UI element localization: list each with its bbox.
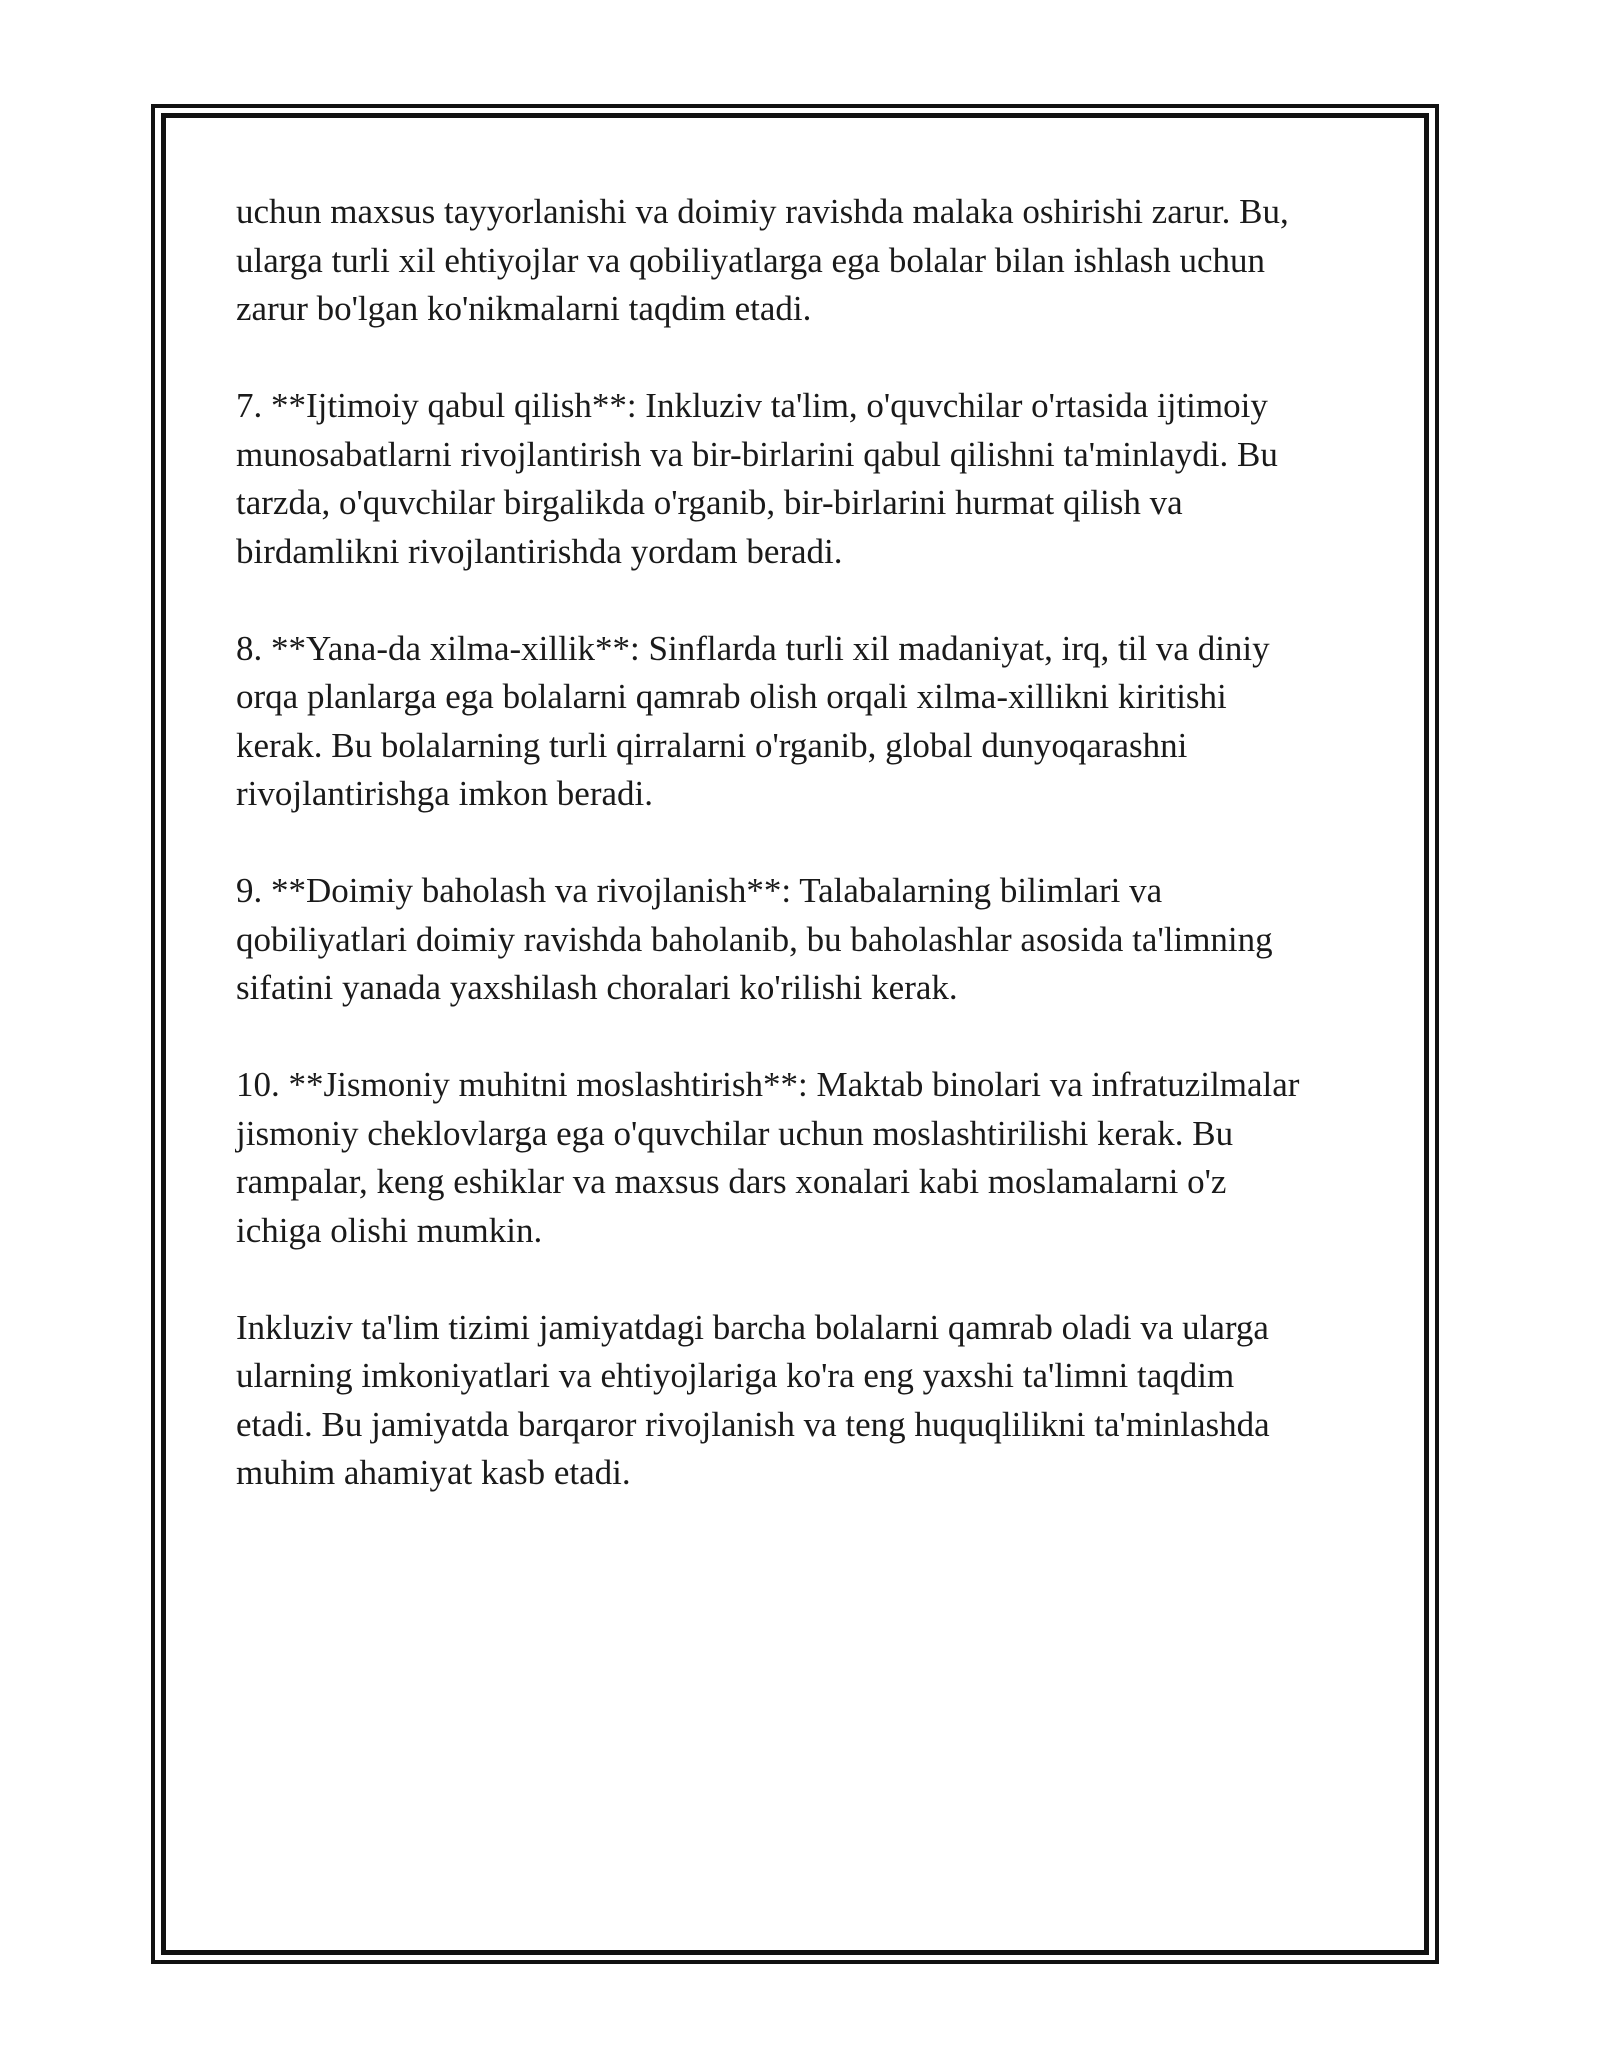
text-line: birdamlikni rivojlantirishda yordam beradi. [236,531,843,571]
text-line: ularga turli xil ehtiyojlar va qobiliyatlarga ega bolalar bilan ishlash uchun [236,240,1265,280]
paragraph-teacher-training [236,188,1366,334]
paragraph-item-9 [236,867,1366,1013]
text-line: rivojlantirishga imkon beradi. [236,774,653,813]
text-line: etadi. Bu jamiyatda barqaror rivojlanish va teng huquqlilikni ta'minlashda [236,1404,1270,1444]
text-line: orqa planlarga ega bolalarni qamrab olish orqali xilma-xillikni kiritishi [236,677,1227,716]
paragraph-item-8 [236,625,1366,819]
text-line: qobiliyatlari doimiy ravishda baholanib, bu baholashlar asosida ta'limning [236,919,1273,959]
text-line: uchun maxsus tayyorlanishi va doimiy ravishda malaka oshirishi zarur. Bu, [236,192,1289,231]
text-line: ichiga olishi mumkin. [236,1210,543,1250]
text-line: munosabatlarni rivojlantirish va bir-birlarini qabul qilishni ta'minlaydi. Bu [236,434,1278,474]
text-line: ularning imkoniyatlari va ehtiyojlariga ko'ra eng yaxshi ta'limni taqdim [236,1356,1235,1395]
text-line: muhim ahamiyat kasb etadi. [236,1453,631,1492]
text-line: jismoniy cheklovlarga ega o'quvchilar uchun moslashtirilishi kerak. Bu [236,1113,1234,1153]
text-line: rampalar, keng eshiklar va maxsus dars xonalari kabi moslamalarni o'z [236,1162,1227,1201]
text-line: Inkluziv ta'lim tizimi jamiyatdagi barcha bolalarni qamrab oladi va ularga [236,1307,1269,1347]
text-line: zarur bo'lgan ko'nikmalarni taqdim etadi. [236,289,812,328]
text-line: sifatini yanada yaxshilash choralari ko'rilishi kerak. [236,968,958,1007]
text-line: 9. **Doimiy baholash va rivojlanish**: Talabalarning bilimlari va [236,871,1163,910]
text-line: tarzda, o'quvchilar birgalikda o'rganib, bir-birlarini hurmat qilish va [236,483,1183,522]
text-line: 7. **Ijtimoiy qabul qilish**: Inkluziv ta'lim, o'quvchilar o'rtasida ijtimoiy [236,386,1268,425]
text-line: 10. **Jismoniy muhitni moslashtirish**: Maktab binolari va infratuzilmalar [236,1065,1300,1104]
paragraph-item-10 [236,1061,1366,1255]
text-line: 8. **Yana-da xilma-xillik**: Sinflarda turli xil madaniyat, irq, til va diniy [236,628,1270,668]
document-body [236,188,1366,1546]
paragraph-item-7 [236,382,1366,576]
text-line: kerak. Bu bolalarning turli qirralarni o'rganib, global dunyoqarashni [236,725,1188,765]
paragraph-conclusion [236,1304,1366,1498]
